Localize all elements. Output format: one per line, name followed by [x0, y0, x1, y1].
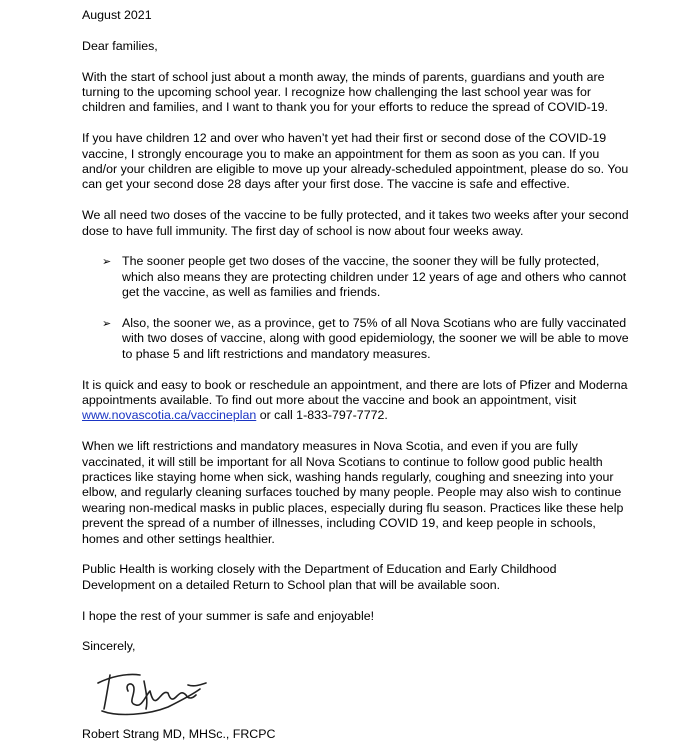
letter-date: August 2021	[82, 8, 152, 22]
vaccine-plan-link[interactable]: www.novascotia.ca/vaccineplan	[82, 408, 257, 423]
arrow-bullet-icon: ➢	[102, 317, 112, 331]
closing: Sincerely,	[82, 639, 136, 654]
bullet-item	[82, 316, 630, 362]
paragraph-return-to-school: Public Health is working closely with the Department of Education and Early Childhood Development on a detailed Return to School plan that will be available soon.	[82, 562, 557, 592]
booking-text-after: or call 1-833-797-7772.	[256, 408, 388, 423]
paragraph-public-health-practices: When we lift restrictions and mandatory measures in Nova Scotia, and even if you are fully vaccinated, it will still be important for all Nova Scotians to continue to follow good public health practices like staying home when sick, washing hands regularly, coughing and sneezing into your elbow, and regularly cleaning surfaces touched by many people. People may also wish to continue wearing non-medical masks in public places, especially during flu season. Practices like these help prevent the spread of a number of illnesses, including COVID 19, and keep people in schools, homes and other settings healthier.	[82, 439, 624, 546]
arrow-bullet-icon: ➢	[102, 255, 112, 269]
bullet-item	[82, 254, 630, 300]
paragraph-closing-wish: I hope the rest of your summer is safe and enjoyable!	[82, 608, 375, 623]
bullet-list	[82, 254, 630, 362]
letter-page	[82, 8, 630, 742]
bullet-text: Also, the sooner we, as a province, get to 75% of all Nova Scotians who are fully vaccinated with two doses of vaccine, along with good epidemiology, the sooner we will be able to move to phase 5 and lift restrictions and mandatory measures.	[122, 316, 629, 361]
booking-text-before: It is quick and easy to book or reschedule an appointment, and there are lots of Pfizer and Moderna appointments available. To find out more about the vaccine and book an appointment, visit	[82, 377, 628, 408]
signer-name: Robert Strang MD, MHSc., FRCPC	[82, 726, 276, 741]
paragraph-booking	[82, 378, 630, 424]
signature-icon	[88, 661, 228, 721]
paragraph-intro: With the start of school just about a month away, the minds of parents, guardians and youth are turning to the upcoming school year. I recognize how challenging the last school year was for children and families, and I want to thank you for your efforts to reduce the spread of COVID-19.	[82, 69, 608, 115]
salutation: Dear families,	[82, 38, 158, 53]
bullet-text: The sooner people get two doses of the vaccine, the sooner they will be fully protected, which also means they are protecting children under 12 years of age and others who cannot get the vaccine, as well as families and friends.	[122, 254, 627, 300]
paragraph-two-doses: We all need two doses of the vaccine to be fully protected, and it takes two weeks after your second dose to have full immunity. The first day of school is now about four weeks away.	[82, 208, 629, 238]
paragraph-vaccine-encouragement: If you have children 12 and over who haven’t yet had their first or second dose of the COVID-19 vaccine, I strongly encourage you to make an appointment for them as soon as you can. If you and/or your children are eligible to move up your already-scheduled appointment, please do so. You can get your second dose 28 days after your first dose. The vaccine is safe and effective.	[82, 131, 629, 192]
